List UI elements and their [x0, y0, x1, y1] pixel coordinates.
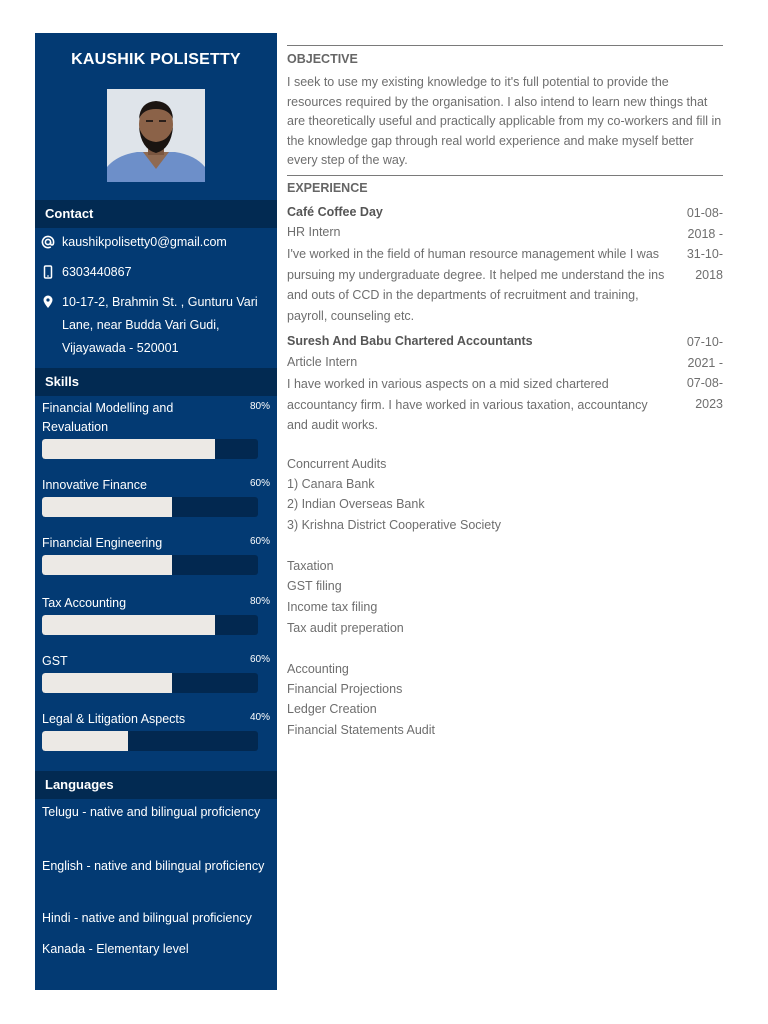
- skill-percent: 80%: [249, 401, 270, 412]
- skill-label: Financial Engineering: [42, 536, 163, 550]
- skill-label: GST: [42, 654, 68, 668]
- profile-photo-image: [107, 89, 205, 182]
- skill-bar: [42, 439, 258, 459]
- group-item: GST filing: [287, 579, 342, 593]
- skill-bar-fill: [42, 439, 215, 459]
- group-title: Accounting: [287, 662, 349, 676]
- contact-heading: Contact: [35, 200, 277, 228]
- job-dates: 01-08-2018 - 31-10-2018: [686, 206, 723, 282]
- skill-bar-fill: [42, 555, 172, 575]
- group-title: Taxation: [287, 559, 334, 573]
- skill-bar: [42, 497, 258, 517]
- job-description: I have worked in various aspects on a mid sized chartered accountancy firm. I have worked in various taxation, accountancy and audit works.: [287, 377, 648, 432]
- skill-bar: [42, 555, 258, 575]
- group-item: 3) Krishna District Cooperative Society: [287, 518, 501, 532]
- job-role: HR Intern: [287, 225, 341, 239]
- mobile-phone-icon: [41, 265, 55, 279]
- at-sign-icon: [41, 235, 55, 249]
- contact-address: 10-17-2, Brahmin St. , Gunturu Vari Lane, near Budda Vari Gudi, Vijayawada - 520001: [62, 295, 258, 355]
- group-item: Financial Statements Audit: [287, 723, 435, 737]
- objective-text: I seek to use my existing knowledge to it's full potential to provide the resources required by the organisation. I also intend to learn new things that are theoretically useful and practically applicable from my co-workers and fill in the knowledge gap through real world experience and make myself better every step of the way.: [287, 75, 722, 167]
- languages-heading: Languages: [35, 771, 277, 799]
- group-item: Tax audit preperation: [287, 621, 404, 635]
- section-divider: [287, 45, 723, 46]
- skill-percent: 60%: [249, 654, 270, 665]
- group-title: Concurrent Audits: [287, 457, 387, 471]
- skill-percent: 60%: [249, 478, 270, 489]
- group-item: 2) Indian Overseas Bank: [287, 497, 425, 511]
- group-item: Financial Projections: [287, 682, 403, 696]
- language-item: Telugu - native and bilingual proficiency: [42, 805, 261, 819]
- skill-label: Financial Modelling and Revaluation: [42, 401, 174, 434]
- sidebar: [35, 33, 277, 990]
- skill-bar: [42, 615, 258, 635]
- skill-bar-fill: [42, 731, 128, 751]
- job-dates: 07-10-2021 - 07-08-2023: [686, 335, 723, 411]
- skills-heading: Skills: [35, 368, 277, 396]
- location-pin-icon: [41, 295, 55, 309]
- contact-phone[interactable]: 6303440867: [62, 265, 132, 279]
- section-divider: [287, 175, 723, 176]
- language-item: Hindi - native and bilingual proficiency: [42, 911, 252, 925]
- skill-bar: [42, 731, 258, 751]
- skill-percent: 60%: [249, 536, 270, 547]
- skill-bar-fill: [42, 673, 172, 693]
- skill-label: Innovative Finance: [42, 478, 147, 492]
- job-company: Suresh And Babu Chartered Accountants: [287, 334, 533, 348]
- skill-bar-fill: [42, 615, 215, 635]
- candidate-name: KAUSHIK POLISETTY: [71, 51, 241, 68]
- group-item: Ledger Creation: [287, 702, 377, 716]
- objective-heading: OBJECTIVE: [287, 52, 358, 66]
- contact-email[interactable]: kaushikpolisetty0@gmail.com: [62, 235, 227, 249]
- skill-percent: 80%: [249, 596, 270, 607]
- skill-label: Tax Accounting: [42, 596, 127, 610]
- job-company: Café Coffee Day: [287, 205, 383, 219]
- skill-label: Legal & Litigation Aspects: [42, 712, 186, 726]
- skill-bar: [42, 673, 258, 693]
- job-role: Article Intern: [287, 355, 358, 369]
- skill-bar-fill: [42, 497, 172, 517]
- skill-percent: 40%: [249, 712, 270, 723]
- group-item: Income tax filing: [287, 600, 378, 614]
- group-item: 1) Canara Bank: [287, 477, 375, 491]
- language-item: Kanada - Elementary level: [42, 942, 189, 956]
- experience-heading: EXPERIENCE: [287, 181, 368, 195]
- job-description: I've worked in the field of human resource management while I was pursuing my undergraduate degree. It helped me understand the ins and outs of CCD in the departments of recruitment and training, payroll, counseling etc.: [287, 247, 665, 323]
- language-item: English - native and bilingual proficiency: [42, 859, 265, 873]
- profile-photo: [107, 89, 205, 182]
